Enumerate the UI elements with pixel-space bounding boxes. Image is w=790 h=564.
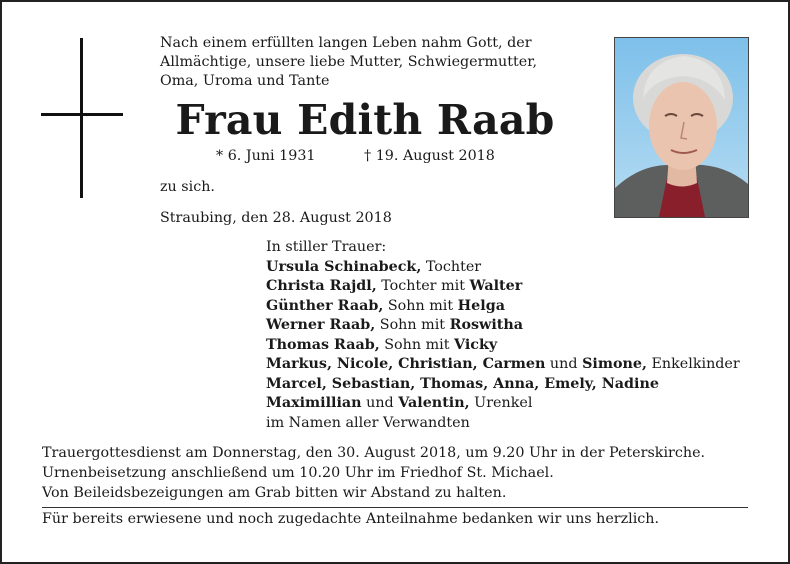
mourner-relation: Sohn mit: [379, 336, 455, 353]
intro-line: Oma, Uroma und Tante: [160, 73, 330, 89]
mourner-name: Simone,: [582, 356, 647, 372]
mourner-line: [266, 297, 740, 317]
intro-line: Allmächtige, unsere liebe Mutter, Schwiegermutter,: [160, 54, 538, 70]
thanks-line: Für bereits erwiesene und noch zugedachte Anteilnahme bedanken wir uns herzlich.: [42, 511, 660, 527]
service-info: [42, 443, 754, 503]
closing-phrase: zu sich.: [160, 179, 215, 195]
mourner-line: [266, 414, 740, 434]
mourner-name: Vicky: [454, 336, 498, 353]
birth-date: * 6. Juni 1931: [216, 148, 316, 164]
mourner-line: [266, 277, 740, 297]
mourner-name: Werner Raab,: [266, 317, 376, 333]
mourner-line: [266, 316, 740, 336]
mourner-relation: Tochter mit: [376, 278, 470, 294]
service-line: Trauergottesdienst am Donnerstag, den 30. August 2018, um 9.20 Uhr in der Peterskirche.: [42, 445, 706, 461]
place-date: Straubing, den 28. August 2018: [160, 210, 392, 226]
mourner-name: Günther Raab,: [266, 297, 384, 314]
intro-text: [160, 34, 600, 91]
mourner-relation: und: [545, 356, 583, 372]
intro-line: Nach einem erfüllten langen Leben nahm Gott, der: [160, 35, 532, 51]
mourner-name: Christa Rajdl,: [266, 278, 377, 294]
mourner-relation: und: [361, 395, 399, 411]
mourner-relation: im Namen aller Verwandten: [266, 414, 470, 431]
mourner-name: Valentin,: [398, 395, 470, 411]
mourner-line: [266, 375, 740, 395]
life-dates: [216, 148, 495, 164]
service-line: Urnenbeisetzung anschließend um 10.20 Uhr im Friedhof St. Michael.: [42, 465, 554, 481]
mourner-name: Maximillian: [266, 395, 362, 411]
mourner-relation: Sohn mit: [375, 317, 450, 333]
mourner-name: Helga: [457, 297, 505, 314]
mourner-name: Ursula Schinabeck,: [266, 258, 422, 275]
divider: [42, 507, 748, 508]
mourner-relation: Urenkel: [469, 395, 533, 411]
mourner-name: Walter: [469, 278, 523, 294]
mourning-header: In stiller Trauer:: [266, 239, 387, 255]
mourner-line: [266, 394, 740, 414]
mourner-name: Marcel, Sebastian, Thomas, Anna, Emely, Nadine: [266, 375, 659, 392]
mourner-relation: Sohn mit: [383, 297, 458, 314]
service-line: Von Beileidsbezeigungen am Grab bitten wir Abstand zu halten.: [42, 485, 507, 501]
death-date: † 19. August 2018: [364, 148, 495, 164]
mourners-list: [266, 238, 740, 433]
mourner-line: [266, 355, 740, 375]
mourner-line: [266, 258, 740, 278]
mourner-relation: Tochter: [421, 258, 482, 275]
mourner-name: Markus, Nicole, Christian, Carmen: [266, 356, 546, 372]
mourner-relation: Enkelkinder: [646, 356, 740, 372]
mourner-line: [266, 336, 740, 356]
mourner-name: Roswitha: [449, 317, 524, 333]
portrait-photo: [614, 37, 749, 218]
mourner-name: Thomas Raab,: [266, 336, 380, 353]
deceased-name: Frau Edith Raab: [175, 96, 555, 144]
